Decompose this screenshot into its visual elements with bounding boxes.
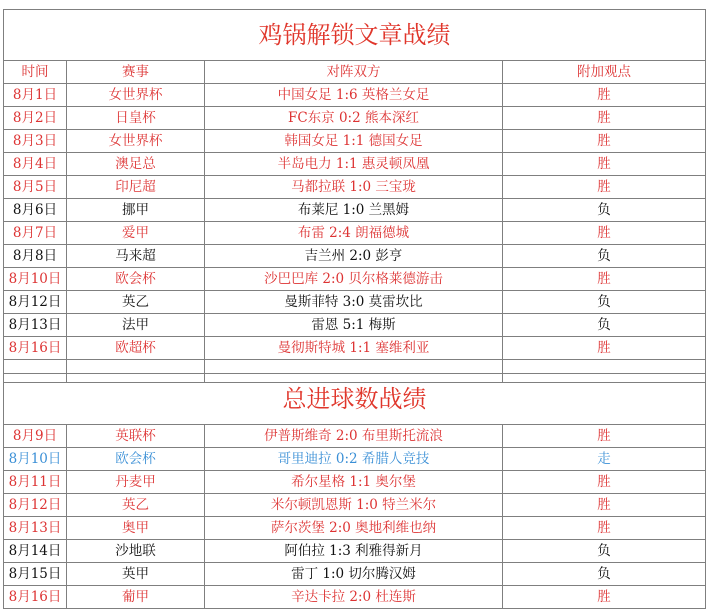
cell-league: 挪甲 (67, 199, 205, 222)
cell-date: 8月16日 (4, 337, 67, 360)
table-row (4, 268, 706, 291)
table-row (4, 291, 706, 314)
table-row (4, 494, 706, 517)
cell-league: 欧超杯 (67, 337, 205, 360)
cell-result: 负 (503, 563, 706, 586)
cell-league: 女世界杯 (67, 130, 205, 153)
cell-match: 哥里迪拉 0:2 希腊人竞技 (205, 448, 503, 471)
cell-match: 布雷 2:4 朗福德城 (205, 222, 503, 245)
cell-result: 胜 (503, 517, 706, 540)
table-row (4, 540, 706, 563)
cell-result: 负 (503, 291, 706, 314)
cell-league: 澳足总 (67, 153, 205, 176)
table-row (4, 563, 706, 586)
section-title: 鸡锅解锁文章战绩 (4, 10, 706, 61)
cell-league: 英甲 (67, 563, 205, 586)
cell-league: 英乙 (67, 291, 205, 314)
table-row (4, 337, 706, 360)
table-row (4, 130, 706, 153)
cell-match: 米尔顿凯恩斯 1:0 特兰米尔 (205, 494, 503, 517)
cell-league: 奥甲 (67, 517, 205, 540)
cell-match: 曼斯菲特 3:0 莫雷坎比 (205, 291, 503, 314)
table-row (4, 176, 706, 199)
cell-match: 沙巴巴库 2:0 贝尔格莱德游击 (205, 268, 503, 291)
section-title: 总进球数战绩 (4, 374, 706, 425)
cell-match: 韩国女足 1:1 德国女足 (205, 130, 503, 153)
cell-league: 英联杯 (67, 425, 205, 448)
cell-result: 胜 (503, 586, 706, 609)
cell-league: 日皇杯 (67, 107, 205, 130)
cell-league: 葡甲 (67, 586, 205, 609)
cell-match: 雷丁 1:0 切尔腾汉姆 (205, 563, 503, 586)
cell-date: 8月10日 (4, 448, 67, 471)
cell-match: 伊普斯维奇 2:0 布里斯托流浪 (205, 425, 503, 448)
cell-match: 希尔星格 1:1 奥尔堡 (205, 471, 503, 494)
cell-league: 欧会杯 (67, 448, 205, 471)
cell-date: 8月12日 (4, 494, 67, 517)
cell-match: 辛达卡拉 2:0 杜连斯 (205, 586, 503, 609)
cell-result: 胜 (503, 222, 706, 245)
table-row (4, 425, 706, 448)
record-table-2 (3, 373, 706, 609)
cell-league: 印尼超 (67, 176, 205, 199)
cell-league: 马来超 (67, 245, 205, 268)
cell-match: 萨尔茨堡 2:0 奥地利维也纳 (205, 517, 503, 540)
cell-result: 负 (503, 199, 706, 222)
table-row (4, 471, 706, 494)
cell-league: 丹麦甲 (67, 471, 205, 494)
cell-result: 胜 (503, 494, 706, 517)
cell-date: 8月14日 (4, 540, 67, 563)
cell-result: 胜 (503, 84, 706, 107)
header-league: 赛事 (67, 61, 205, 84)
cell-league: 英乙 (67, 494, 205, 517)
table-row (4, 314, 706, 337)
cell-date: 8月9日 (4, 425, 67, 448)
cell-match: 中国女足 1:6 英格兰女足 (205, 84, 503, 107)
table-row (4, 84, 706, 107)
cell-date: 8月4日 (4, 153, 67, 176)
cell-match: 半岛电力 1:1 惠灵顿凤凰 (205, 153, 503, 176)
cell-date: 8月8日 (4, 245, 67, 268)
cell-result: 胜 (503, 176, 706, 199)
cell-result: 负 (503, 314, 706, 337)
cell-result: 胜 (503, 130, 706, 153)
cell-date: 8月12日 (4, 291, 67, 314)
table-row (4, 517, 706, 540)
cell-result: 负 (503, 540, 706, 563)
cell-date: 8月11日 (4, 471, 67, 494)
cell-league: 沙地联 (67, 540, 205, 563)
cell-match: FC东京 0:2 熊本深红 (205, 107, 503, 130)
cell-date: 8月5日 (4, 176, 67, 199)
cell-result: 负 (503, 245, 706, 268)
cell-date: 8月3日 (4, 130, 67, 153)
cell-result: 胜 (503, 268, 706, 291)
cell-date: 8月13日 (4, 517, 67, 540)
cell-date: 8月6日 (4, 199, 67, 222)
cell-result: 胜 (503, 337, 706, 360)
header-date: 时间 (4, 61, 67, 84)
cell-date: 8月7日 (4, 222, 67, 245)
header-match: 对阵双方 (205, 61, 503, 84)
cell-league: 法甲 (67, 314, 205, 337)
cell-league: 爱甲 (67, 222, 205, 245)
table-row (4, 586, 706, 609)
cell-match: 马都拉联 1:0 三宝珑 (205, 176, 503, 199)
table-row (4, 107, 706, 130)
cell-result: 胜 (503, 107, 706, 130)
cell-date: 8月1日 (4, 84, 67, 107)
table-row (4, 245, 706, 268)
cell-match: 布莱尼 1:0 兰黑姆 (205, 199, 503, 222)
cell-match: 雷恩 5:1 梅斯 (205, 314, 503, 337)
cell-match: 阿伯拉 1:3 利雅得新月 (205, 540, 503, 563)
record-table-1 (3, 9, 706, 383)
table-row (4, 153, 706, 176)
cell-result: 胜 (503, 471, 706, 494)
table-row (4, 199, 706, 222)
cell-result: 走 (503, 448, 706, 471)
cell-date: 8月2日 (4, 107, 67, 130)
cell-result: 胜 (503, 153, 706, 176)
cell-date: 8月16日 (4, 586, 67, 609)
cell-date: 8月10日 (4, 268, 67, 291)
table-row (4, 222, 706, 245)
cell-match: 曼彻斯特城 1:1 塞维利亚 (205, 337, 503, 360)
header-result: 附加观点 (503, 61, 706, 84)
cell-league: 欧会杯 (67, 268, 205, 291)
cell-league: 女世界杯 (67, 84, 205, 107)
table-row (4, 448, 706, 471)
cell-date: 8月15日 (4, 563, 67, 586)
cell-match: 吉兰州 2:0 彭亨 (205, 245, 503, 268)
cell-date: 8月13日 (4, 314, 67, 337)
cell-result: 胜 (503, 425, 706, 448)
